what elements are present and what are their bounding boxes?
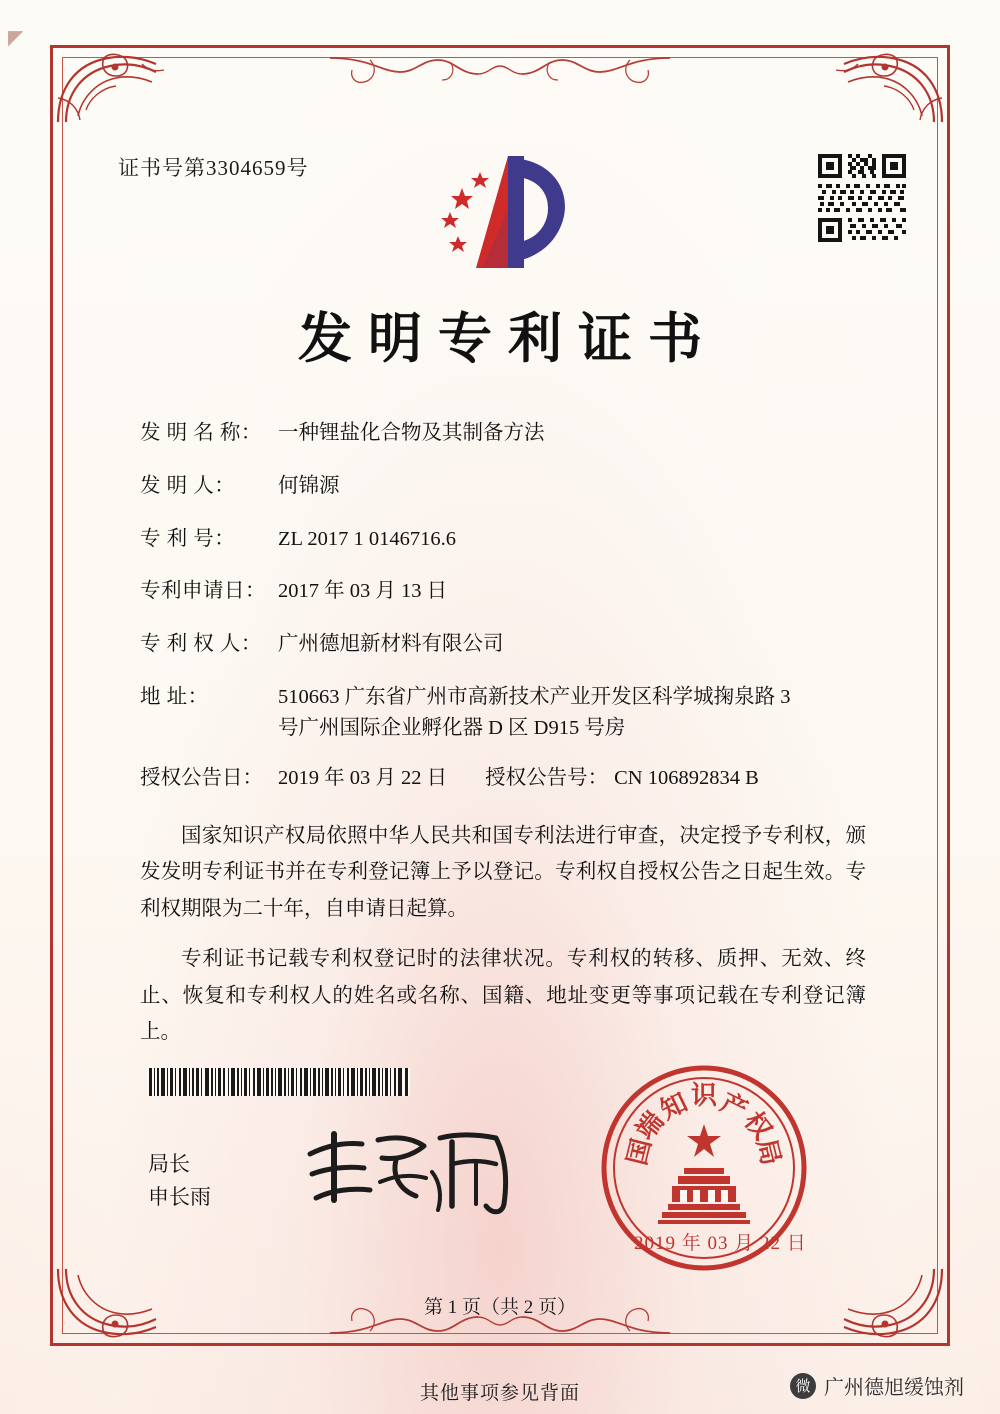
field-label: 专 利 权 人：	[140, 633, 262, 655]
seal-date: 2019 年 03 月 22 日	[634, 1233, 807, 1254]
handwritten-signature-icon	[300, 1120, 540, 1220]
paragraph-1: 国家知识产权局依照中华人民共和国专利法进行审查，决定授予专利权，颁发发明专利证书并在专利登记簿上予以登记。专利权自授权公告之日起生效。专利权期限为二十年，自申请日起算。	[140, 825, 866, 920]
back-page-note: 其他事项参见背面	[419, 1383, 580, 1404]
field-value: 何锦源	[278, 474, 340, 497]
barcode	[148, 1068, 410, 1096]
watermark-text: 广州德旭缓蚀剂	[824, 1377, 964, 1399]
publication-number-label: 授权公告号：	[485, 767, 609, 790]
paragraph-2: 专利证书记载专利权登记时的法律状况。专利权的转移、质押、无效、终止、恢复和专利权人的姓名或名称、国籍、地址变更等事项记载在专利登记簿上。	[140, 948, 866, 1044]
field-value-line1: 510663 广东省广州市高新技术产业开发区科学城掬泉路 3	[278, 685, 791, 708]
signature-name: 申长雨	[148, 1184, 211, 1209]
legal-text	[140, 818, 866, 1065]
watermark	[790, 1371, 964, 1400]
page-corner-nick: ◤	[8, 27, 24, 49]
field-invention-name	[140, 418, 864, 449]
svg-text:权: 权	[737, 1106, 778, 1146]
signature-title: 局长	[148, 1152, 190, 1176]
svg-text:端: 端	[630, 1106, 671, 1146]
svg-text:识: 识	[690, 1081, 718, 1111]
field-value: 一种锂盐化合物及其制备方法	[278, 422, 545, 444]
field-publication-row	[140, 763, 864, 794]
corner-ornament-top-left	[56, 50, 176, 124]
field-label: 发 明 人：	[140, 474, 236, 497]
field-patentee	[140, 629, 864, 660]
svg-text:国: 国	[622, 1135, 658, 1169]
publication-date-label: 授权公告日：	[140, 767, 263, 790]
field-label: 专 利 号：	[140, 527, 236, 550]
qr-code-icon	[816, 152, 908, 244]
field-value: ZL 2017 1 0146716.6	[278, 527, 457, 550]
field-value-line2: 号广州国际企业孵化器 D 区 D915 号房	[278, 716, 626, 739]
svg-text:产: 产	[715, 1087, 753, 1127]
corner-ornament-top-right	[824, 50, 944, 124]
edge-flourish-top	[330, 50, 670, 111]
field-label: 发 明 名 称：	[140, 422, 262, 444]
field-label: 专利申请日：	[140, 580, 266, 603]
svg-text:局: 局	[750, 1135, 786, 1169]
field-inventor	[140, 471, 864, 502]
wechat-badge-icon: 微	[790, 1373, 816, 1399]
certificate-number: 证书号第3304659号	[118, 156, 309, 180]
field-label: 地 址：	[140, 685, 209, 708]
publication-date-value: 2019 年 03 月 22 日	[278, 767, 448, 790]
field-patent-number	[140, 524, 864, 555]
cnipa-logo-icon	[432, 150, 582, 275]
page-title: 发明专利证书	[298, 306, 718, 370]
field-value: 广州德旭新材料有限公司	[278, 633, 504, 655]
field-value: 2017 年 03 月 13 日	[278, 580, 448, 603]
page-number: 第 1 页（共 2 页）	[423, 1297, 576, 1318]
signature-block	[148, 1148, 211, 1213]
svg-text:知: 知	[655, 1087, 693, 1127]
field-application-date	[140, 576, 864, 607]
publication-number-value: CN 106892834 B	[614, 767, 759, 790]
field-list	[140, 418, 864, 810]
field-address	[140, 682, 864, 744]
